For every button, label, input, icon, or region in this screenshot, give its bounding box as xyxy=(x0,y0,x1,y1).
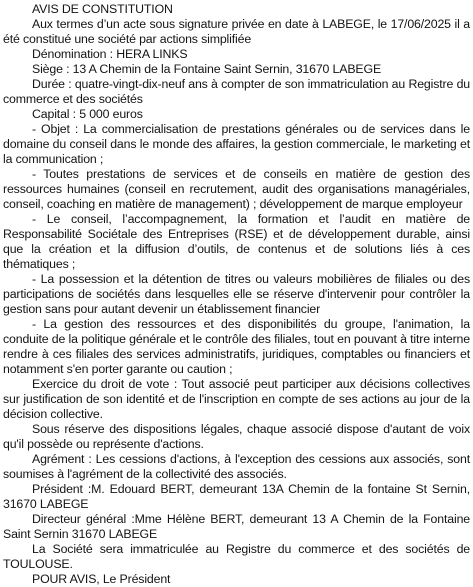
intro-paragraph: Aux termes d’un acte sous signature privée en date à LABEGE, le 17/06/2025 il a été constitué une société par actions simplifiée xyxy=(3,17,470,46)
objet-item-2: - Le conseil, l’accompagnement, la formation et l’audit en matière de Responsabilité Sociétale des Entreprises (RSE) et de développement durable, ainsi que la création et la diffusion d’outils, de contenus et de solutions liés à ces thématiques ; xyxy=(3,212,470,271)
droit-de-vote-paragraph: Exercice du droit de vote : Tout associé peut participer aux décisions collectives sur justification de son identité et de l'inscription en compte de ses actions au jour de la décision collective. xyxy=(3,377,470,421)
objet-item-4: - La gestion des ressources et des disponibilités du groupe, l'animation, la conduite de la politique générale et le contrôle des filiales, tout en pouvant à titre interne rendre à ces filiales des services administratifs, juridiques, comptables ou financiers et notamment s'en porter garante ou caution ; xyxy=(3,317,470,376)
objet-item-1: - Toutes prestations de services et de conseils en matière de gestion des ressources humaines (conseil en recrutement, audit des organisations managériales, conseil, coaching en matière de management) ; développement de marque employeur xyxy=(3,167,470,211)
legal-notice xyxy=(3,2,470,587)
president-paragraph: Président :M. Edouard BERT, demeurant 13A Chemin de la fontaine St Sernin, 31670 LABEGE xyxy=(3,482,470,511)
duree-paragraph: Durée : quatre-vingt-dix-neuf ans à compter de son immatriculation au Registre du commerce et des sociétés xyxy=(3,77,470,106)
denomination-line: Dénomination : HERA LINKS xyxy=(32,47,188,61)
objet-item-3: - La possession et la détention de titres ou valeurs mobilières de filiales ou des participations de sociétés dans lesquelles elle se réserve d'intervenir pour contrôler la gestion sans pour autant devenir un établissement financier xyxy=(3,272,470,316)
directeur-general-paragraph: Directeur général :Mme Hélène BERT, demeurant 13 A Chemin de la Fontaine Saint Sernin 31670 LABEGE xyxy=(3,512,470,541)
capital-line: Capital : 5 000 euros xyxy=(32,107,143,121)
signature-line: POUR AVIS, Le Président xyxy=(32,572,171,586)
immatriculation-paragraph: La Société sera immatriculée au Registre du commerce et des sociétés de TOULOUSE. xyxy=(3,542,470,571)
voix-paragraph: Sous réserve des dispositions légales, chaque associé dispose d'autant de voix qu'il possède ou représente d'actions. xyxy=(3,422,470,451)
objet-paragraph: - Objet : La commercialisation de prestations générales ou de services dans le domaine du conseil dans le monde des affaires, la gestion commerciale, le marketing et la communication ; xyxy=(3,122,470,166)
notice-title: AVIS DE CONSTITUTION xyxy=(32,2,173,16)
agrement-paragraph: Agrément : Les cessions d'actions, à l'exception des cessions aux associés, sont soumises à l'agrément de la collectivité des associés. xyxy=(3,452,470,481)
siege-line: Siège : 13 A Chemin de la Fontaine Saint Sernin, 31670 LABEGE xyxy=(32,62,382,76)
